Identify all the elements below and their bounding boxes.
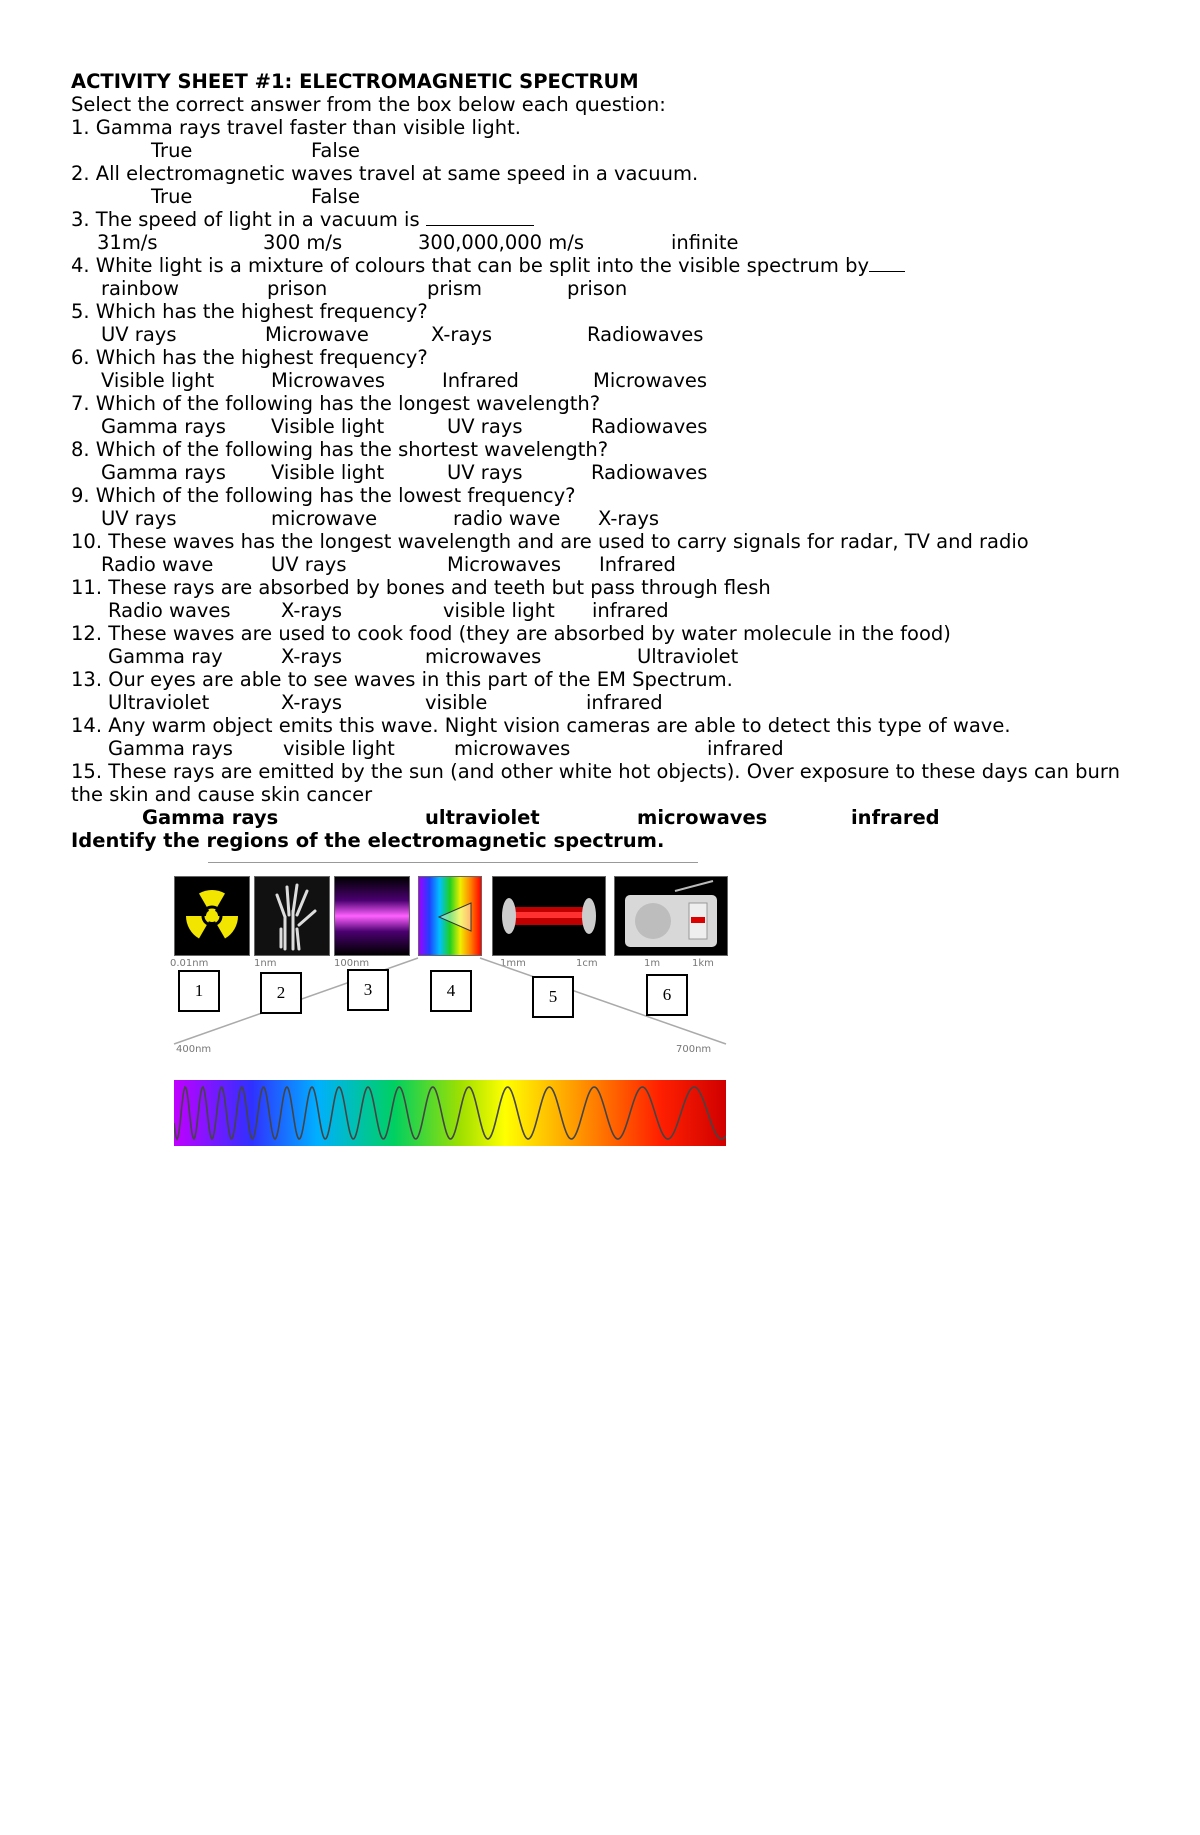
question-4-text: 4. White light is a mixture of colours that can be split into the visible spectrum by <box>71 254 869 277</box>
option: Radiowaves <box>591 461 708 484</box>
options-11 <box>71 599 1151 622</box>
option: Radio wave <box>101 553 214 576</box>
answer-box-6: 6 <box>646 974 688 1016</box>
answer-blank <box>869 271 905 272</box>
option: Visible light <box>101 369 215 392</box>
answer-box-3: 3 <box>347 969 389 1011</box>
option: Radiowaves <box>587 323 704 346</box>
option: Gamma rays <box>101 415 226 438</box>
option: prison <box>567 277 628 300</box>
visible-spectrum-bar <box>174 1080 726 1146</box>
section-heading: Identify the regions of the electromagnetic spectrum. <box>71 829 665 852</box>
option: False <box>311 185 360 208</box>
option: True <box>151 185 193 208</box>
option: Ultraviolet <box>108 691 210 714</box>
option: Gamma rays <box>101 461 226 484</box>
option: UV rays <box>101 507 177 530</box>
scale-label: 1m <box>644 958 661 969</box>
option: visible light <box>283 737 395 760</box>
options-2 <box>71 185 1151 208</box>
visible-end-label: 700nm <box>676 1044 712 1055</box>
question-2: 2. All electromagnetic waves travel at same speed in a vacuum. <box>71 162 699 185</box>
option: microwave <box>271 507 378 530</box>
options-12 <box>71 645 1151 668</box>
option: Infrared <box>442 369 519 392</box>
options-6 <box>71 369 1151 392</box>
option: Infrared <box>599 553 676 576</box>
instructions: Select the correct answer from the box below each question: <box>71 93 666 116</box>
scale-label: 1km <box>692 958 714 969</box>
scale-label: 100nm <box>334 958 370 969</box>
answer-box-5: 5 <box>532 976 574 1018</box>
option: Gamma rays <box>142 806 279 829</box>
option: X-rays <box>281 645 343 668</box>
options-3 <box>71 231 1151 254</box>
option: visible <box>425 691 488 714</box>
answer-blank <box>426 225 534 226</box>
scale-label: 1mm <box>500 958 526 969</box>
option: 300,000,000 m/s <box>418 231 584 254</box>
question-3-text: 3. The speed of light in a vacuum is <box>71 208 420 231</box>
question-4 <box>71 254 1151 277</box>
question-5: 5. Which has the highest frequency? <box>71 300 428 323</box>
option: microwaves <box>637 806 768 829</box>
option: X-rays <box>598 507 660 530</box>
options-8 <box>71 461 1151 484</box>
option: microwaves <box>425 645 542 668</box>
scale-label: 1nm <box>254 958 277 969</box>
option: Microwave <box>265 323 369 346</box>
question-11: 11. These rays are absorbed by bones and teeth but pass through flesh <box>71 576 771 599</box>
question-13: 13. Our eyes are able to see waves in this part of the EM Spectrum. <box>71 668 733 691</box>
options-10 <box>71 553 1151 576</box>
options-1 <box>71 139 1151 162</box>
visible-start-label: 400nm <box>176 1044 212 1055</box>
option: 31m/s <box>97 231 158 254</box>
option: infinite <box>671 231 739 254</box>
option: Microwaves <box>271 369 386 392</box>
question-12: 12. These waves are used to cook food (they are absorbed by water molecule in the food) <box>71 622 951 645</box>
options-15 <box>71 806 1151 829</box>
option: visible light <box>443 599 555 622</box>
options-13 <box>71 691 1151 714</box>
answer-box-1: 1 <box>178 970 220 1012</box>
option: radio wave <box>453 507 561 530</box>
option: Visible light <box>271 415 385 438</box>
question-3 <box>71 208 1151 231</box>
wave-graphic <box>174 1080 726 1146</box>
question-14: 14. Any warm object emits this wave. Night vision cameras are able to detect this type of wave. <box>71 714 1011 737</box>
option: ultraviolet <box>425 806 540 829</box>
scale-label: 0.01nm <box>170 958 209 969</box>
options-4 <box>71 277 1151 300</box>
option: Gamma ray <box>108 645 223 668</box>
option: rainbow <box>101 277 179 300</box>
option: infrared <box>592 599 669 622</box>
em-spectrum-diagram <box>170 858 730 1153</box>
option: X-rays <box>281 691 343 714</box>
option: Ultraviolet <box>637 645 739 668</box>
scale-label: 1cm <box>576 958 598 969</box>
options-14 <box>71 737 1151 760</box>
option: False <box>311 139 360 162</box>
question-7: 7. Which of the following has the longest wavelength? <box>71 392 601 415</box>
option: Visible light <box>271 461 385 484</box>
option: infrared <box>586 691 663 714</box>
question-6: 6. Which has the highest frequency? <box>71 346 428 369</box>
option: UV rays <box>271 553 347 576</box>
answer-box-2: 2 <box>260 972 302 1014</box>
option: 300 m/s <box>263 231 343 254</box>
question-1: 1. Gamma rays travel faster than visible light. <box>71 116 521 139</box>
option: X-rays <box>431 323 493 346</box>
option: True <box>151 139 193 162</box>
question-15: 15. These rays are emitted by the sun (and other white hot objects). Over exposure to these days can burn the skin and cause skin cancer <box>71 760 1120 806</box>
option: Microwaves <box>593 369 708 392</box>
option: UV rays <box>447 461 523 484</box>
option: UV rays <box>447 415 523 438</box>
option: infrared <box>851 806 940 829</box>
option: prison <box>267 277 328 300</box>
question-8: 8. Which of the following has the shortest wavelength? <box>71 438 609 461</box>
activity-sheet <box>71 70 1151 852</box>
option: Radiowaves <box>591 415 708 438</box>
option: microwaves <box>454 737 571 760</box>
options-7 <box>71 415 1151 438</box>
question-9: 9. Which of the following has the lowest frequency? <box>71 484 576 507</box>
option: Microwaves <box>447 553 562 576</box>
option: UV rays <box>101 323 177 346</box>
option: Gamma rays <box>108 737 233 760</box>
question-10: 10. These waves has the longest wavelength and are used to carry signals for radar, TV and radio <box>71 530 1029 553</box>
option: Radio waves <box>108 599 231 622</box>
options-9 <box>71 507 1151 530</box>
option: infrared <box>707 737 784 760</box>
sheet-title: ACTIVITY SHEET #1: ELECTROMAGNETIC SPECTRUM <box>71 70 639 93</box>
option: prism <box>427 277 482 300</box>
option: X-rays <box>281 599 343 622</box>
options-5 <box>71 323 1151 346</box>
answer-box-4: 4 <box>430 970 472 1012</box>
